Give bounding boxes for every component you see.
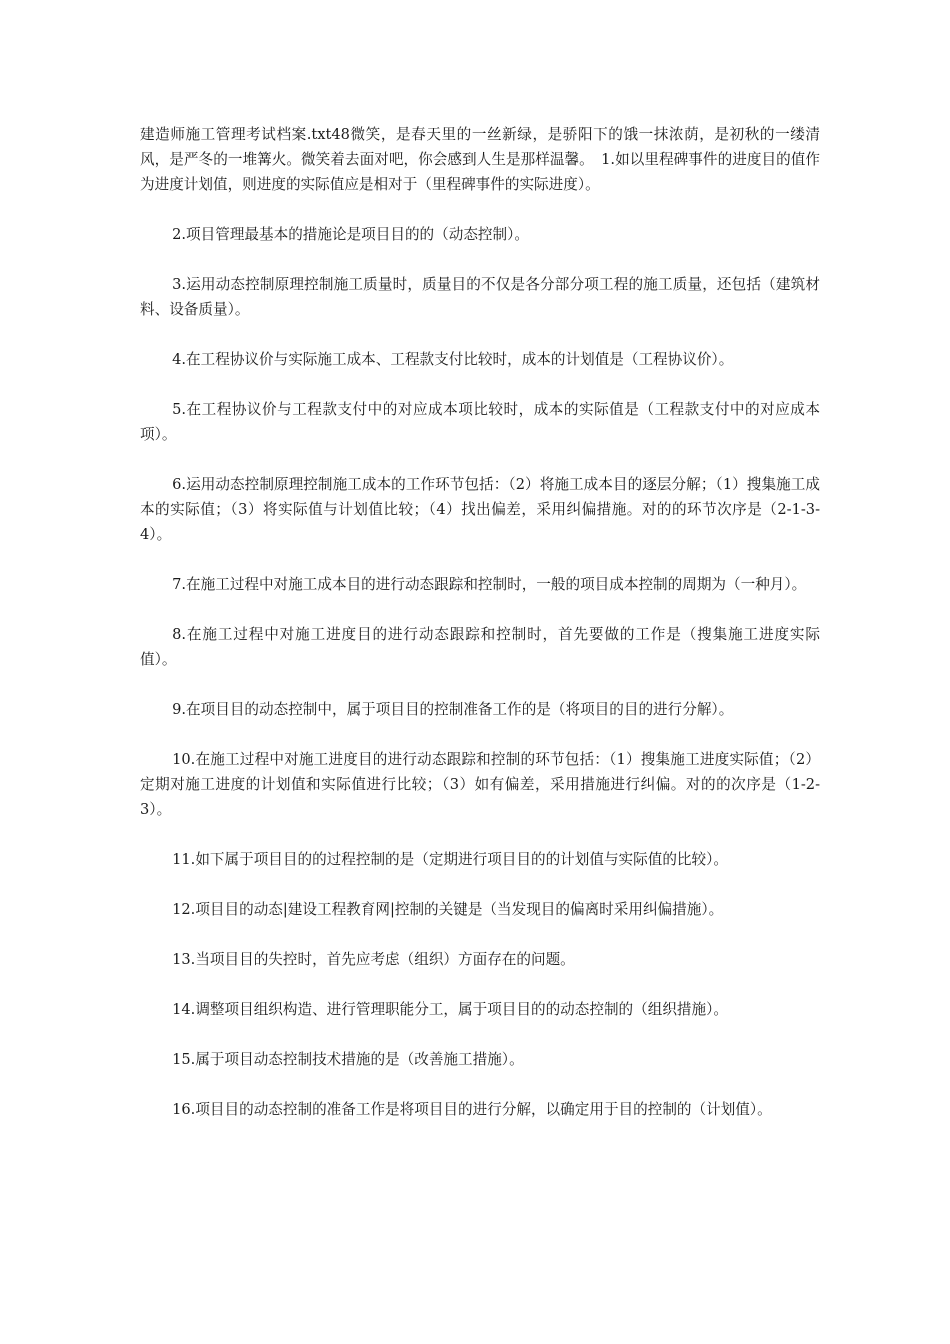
paragraph-item-10: 10.在施工过程中对施工进度目的进行动态跟踪和控制的环节包括：（1）搜集施工进度实际值；（2）定期对施工进度的计划值和实际值进行比较；（3）如有偏差，采用措施进行纠偏。对的的次序是（1-2-3）。 (140, 751, 820, 818)
paragraph-item-8: 8.在施工过程中对施工进度目的进行动态跟踪和控制时，首先要做的工作是（搜集施工进度实际值）。 (140, 626, 820, 668)
paragraph-item-4: 4.在工程协议价与实际施工成本、工程款支付比较时，成本的计划值是（工程协议价）。 (172, 351, 734, 368)
paragraph-item-6: 6.运用动态控制原理控制施工成本的工作环节包括：（2）将施工成本目的逐层分解；（1）搜集施工成本的实际值；（3）将实际值与计划值比较；（4）找出偏差，采用纠偏措施。对的的环节次序是（2-1-3-4）。 (140, 476, 820, 543)
paragraph-item-12: 12.项目目的动态|建设工程教育网|控制的关键是（当发现目的偏离时采用纠偏措施）。 (172, 901, 724, 918)
paragraph-item-14: 14.调整项目组织构造、进行管理职能分工，属于项目目的的动态控制的（组织措施）。 (172, 1001, 728, 1018)
paragraph-item-2: 2.项目管理最基本的措施论是项目目的的（动态控制）。 (172, 226, 529, 243)
paragraph-intro: 建造师施工管理考试档案.txt48微笑，是春天里的一丝新绿，是骄阳下的饿一抹浓荫，是初秋的一缕清风，是严冬的一堆篝火。微笑着去面对吧，你会感到人生是那样温馨。 1.如以里程碑事件的进度目的值作为进度计划值，则进度的实际值应是相对于（里程碑事件的实际进度）。 (140, 126, 820, 193)
paragraph-item-13: 13.当项目目的失控时，首先应考虑（组织）方面存在的问题。 (172, 951, 575, 968)
paragraph-item-15: 15.属于项目动态控制技术措施的是（改善施工措施）。 (172, 1051, 524, 1068)
paragraph-item-5: 5.在工程协议价与工程款支付中的对应成本项比较时，成本的实际值是（工程款支付中的对应成本项）。 (140, 401, 820, 443)
paragraph-item-16: 16.项目目的动态控制的准备工作是将项目目的进行分解，以确定用于目的控制的（计划值）。 (172, 1101, 772, 1118)
paragraph-item-7: 7.在施工过程中对施工成本目的进行动态跟踪和控制时，一般的项目成本控制的周期为（一种月）。 (172, 576, 807, 593)
paragraph-item-3: 3.运用动态控制原理控制施工质量时，质量目的不仅是各分部分项工程的施工质量，还包括（建筑材料、设备质量）。 (140, 276, 820, 318)
paragraph-item-11: 11.如下属于项目目的的过程控制的是（定期进行项目目的的计划值与实际值的比较）。 (172, 851, 728, 868)
document-body (140, 122, 820, 1147)
paragraph-item-9: 9.在项目目的动态控制中，属于项目目的控制准备工作的是（将项目的目的进行分解）。 (172, 701, 734, 718)
